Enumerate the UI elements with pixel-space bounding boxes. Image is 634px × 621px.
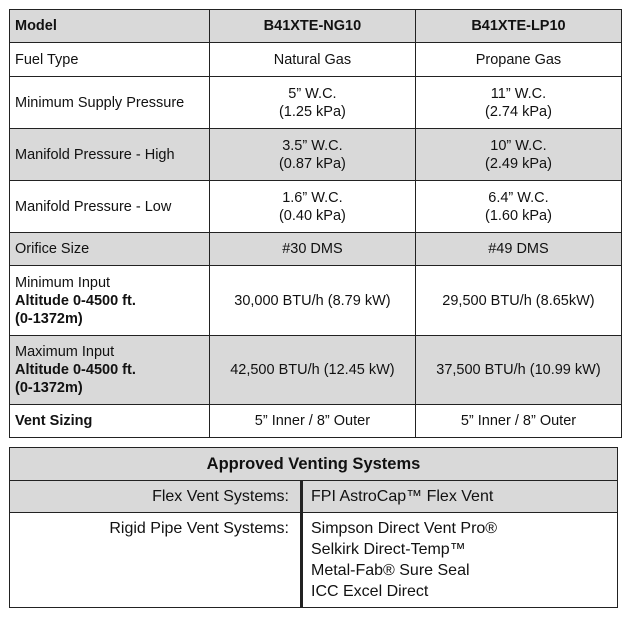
ng-value bbox=[209, 336, 415, 405]
ng-value bbox=[209, 43, 415, 77]
vent-item: Selkirk Direct-Temp™ bbox=[311, 541, 466, 558]
row-fuel-type bbox=[10, 43, 622, 77]
value-line: (0.40 kPa) bbox=[278, 207, 346, 224]
row-vent-sizing bbox=[10, 405, 622, 438]
value-line: Propane Gas bbox=[475, 51, 562, 68]
row-label: Minimum Input bbox=[15, 274, 111, 291]
value-line: #30 DMS bbox=[282, 241, 343, 257]
row-label: Minimum Supply Pressure bbox=[10, 77, 210, 129]
ng-value bbox=[209, 266, 415, 336]
value-line: 3.5” W.C. bbox=[282, 137, 343, 154]
row-label: Fuel Type bbox=[10, 43, 210, 77]
value-line: (0.87 kPa) bbox=[278, 155, 346, 172]
value-line: 5” Inner / 8” Outer bbox=[460, 413, 577, 429]
row-maximum-input bbox=[10, 336, 622, 405]
row-minimum-input bbox=[10, 266, 622, 336]
row-orifice-size bbox=[10, 233, 622, 266]
rigid-vent-row bbox=[10, 513, 618, 608]
lp-value bbox=[415, 77, 621, 129]
altitude-label: Altitude 0-4500 ft. bbox=[15, 292, 136, 309]
altitude-metric-label: (0-1372m) bbox=[15, 310, 83, 327]
rigid-vent-items bbox=[302, 513, 618, 608]
venting-systems-table bbox=[9, 447, 618, 608]
lp-value bbox=[415, 336, 621, 405]
rigid-vent-label: Rigid Pipe Vent Systems: bbox=[10, 513, 302, 608]
row-manifold-pressure-high bbox=[10, 129, 622, 181]
value-line: 10” W.C. bbox=[490, 137, 547, 154]
value-line: 6.4” W.C. bbox=[488, 189, 549, 206]
row-manifold-pressure-low bbox=[10, 181, 622, 233]
header-ng-model: B41XTE-NG10 bbox=[209, 10, 415, 43]
altitude-label: Altitude 0-4500 ft. bbox=[15, 362, 136, 378]
venting-title: Approved Venting Systems bbox=[10, 448, 618, 481]
vent-item: ICC Excel Direct bbox=[311, 583, 429, 600]
ng-value bbox=[209, 129, 415, 181]
header-lp-model: B41XTE-LP10 bbox=[415, 10, 621, 43]
value-line: (2.74 kPa) bbox=[485, 103, 552, 120]
value-line: 5” W.C. bbox=[288, 85, 337, 102]
value-line: 5” Inner / 8” Outer bbox=[254, 413, 371, 429]
lp-value bbox=[415, 43, 621, 77]
vent-item: Metal-Fab® Sure Seal bbox=[311, 562, 470, 579]
row-label: Orifice Size bbox=[10, 233, 210, 266]
value-line: 11” W.C. bbox=[490, 85, 547, 102]
lp-value bbox=[415, 233, 621, 266]
vent-item: Simpson Direct Vent Pro® bbox=[311, 520, 498, 537]
row-label: Maximum Input bbox=[15, 344, 115, 360]
value-line: 42,500 BTU/h (12.45 kW) bbox=[230, 362, 395, 378]
value-line: (2.49 kPa) bbox=[485, 155, 552, 172]
ng-value bbox=[209, 181, 415, 233]
specifications-table bbox=[9, 9, 622, 438]
flex-vent-items bbox=[302, 481, 618, 513]
value-line: #49 DMS bbox=[488, 241, 549, 257]
lp-value bbox=[415, 405, 621, 438]
row-label: Vent Sizing bbox=[10, 405, 210, 438]
flex-vent-row bbox=[10, 481, 618, 513]
lp-value bbox=[415, 129, 621, 181]
venting-title-row bbox=[10, 448, 618, 481]
ng-value bbox=[209, 405, 415, 438]
lp-value bbox=[415, 181, 621, 233]
value-line: 1.6” W.C. bbox=[282, 189, 343, 206]
value-line: (1.25 kPa) bbox=[278, 103, 346, 120]
lp-value bbox=[415, 266, 621, 336]
altitude-metric-label: (0-1372m) bbox=[15, 380, 83, 396]
row-label: Manifold Pressure - High bbox=[10, 129, 210, 181]
row-label-cell bbox=[10, 336, 210, 405]
value-line: Natural Gas bbox=[273, 51, 352, 68]
value-line: (1.60 kPa) bbox=[485, 207, 552, 224]
value-line: 30,000 BTU/h (8.79 kW) bbox=[234, 292, 391, 309]
value-line: 37,500 BTU/h (10.99 kW) bbox=[436, 362, 601, 378]
value-line: 29,500 BTU/h (8.65kW) bbox=[442, 292, 595, 309]
row-label: Manifold Pressure - Low bbox=[10, 181, 210, 233]
vent-item: FPI AstroCap™ Flex Vent bbox=[311, 488, 494, 505]
table-header-row bbox=[10, 10, 622, 43]
row-label-cell bbox=[10, 266, 210, 336]
flex-vent-label: Flex Vent Systems: bbox=[10, 481, 302, 513]
header-model: Model bbox=[10, 10, 210, 43]
ng-value bbox=[209, 233, 415, 266]
row-min-supply-pressure bbox=[10, 77, 622, 129]
ng-value bbox=[209, 77, 415, 129]
